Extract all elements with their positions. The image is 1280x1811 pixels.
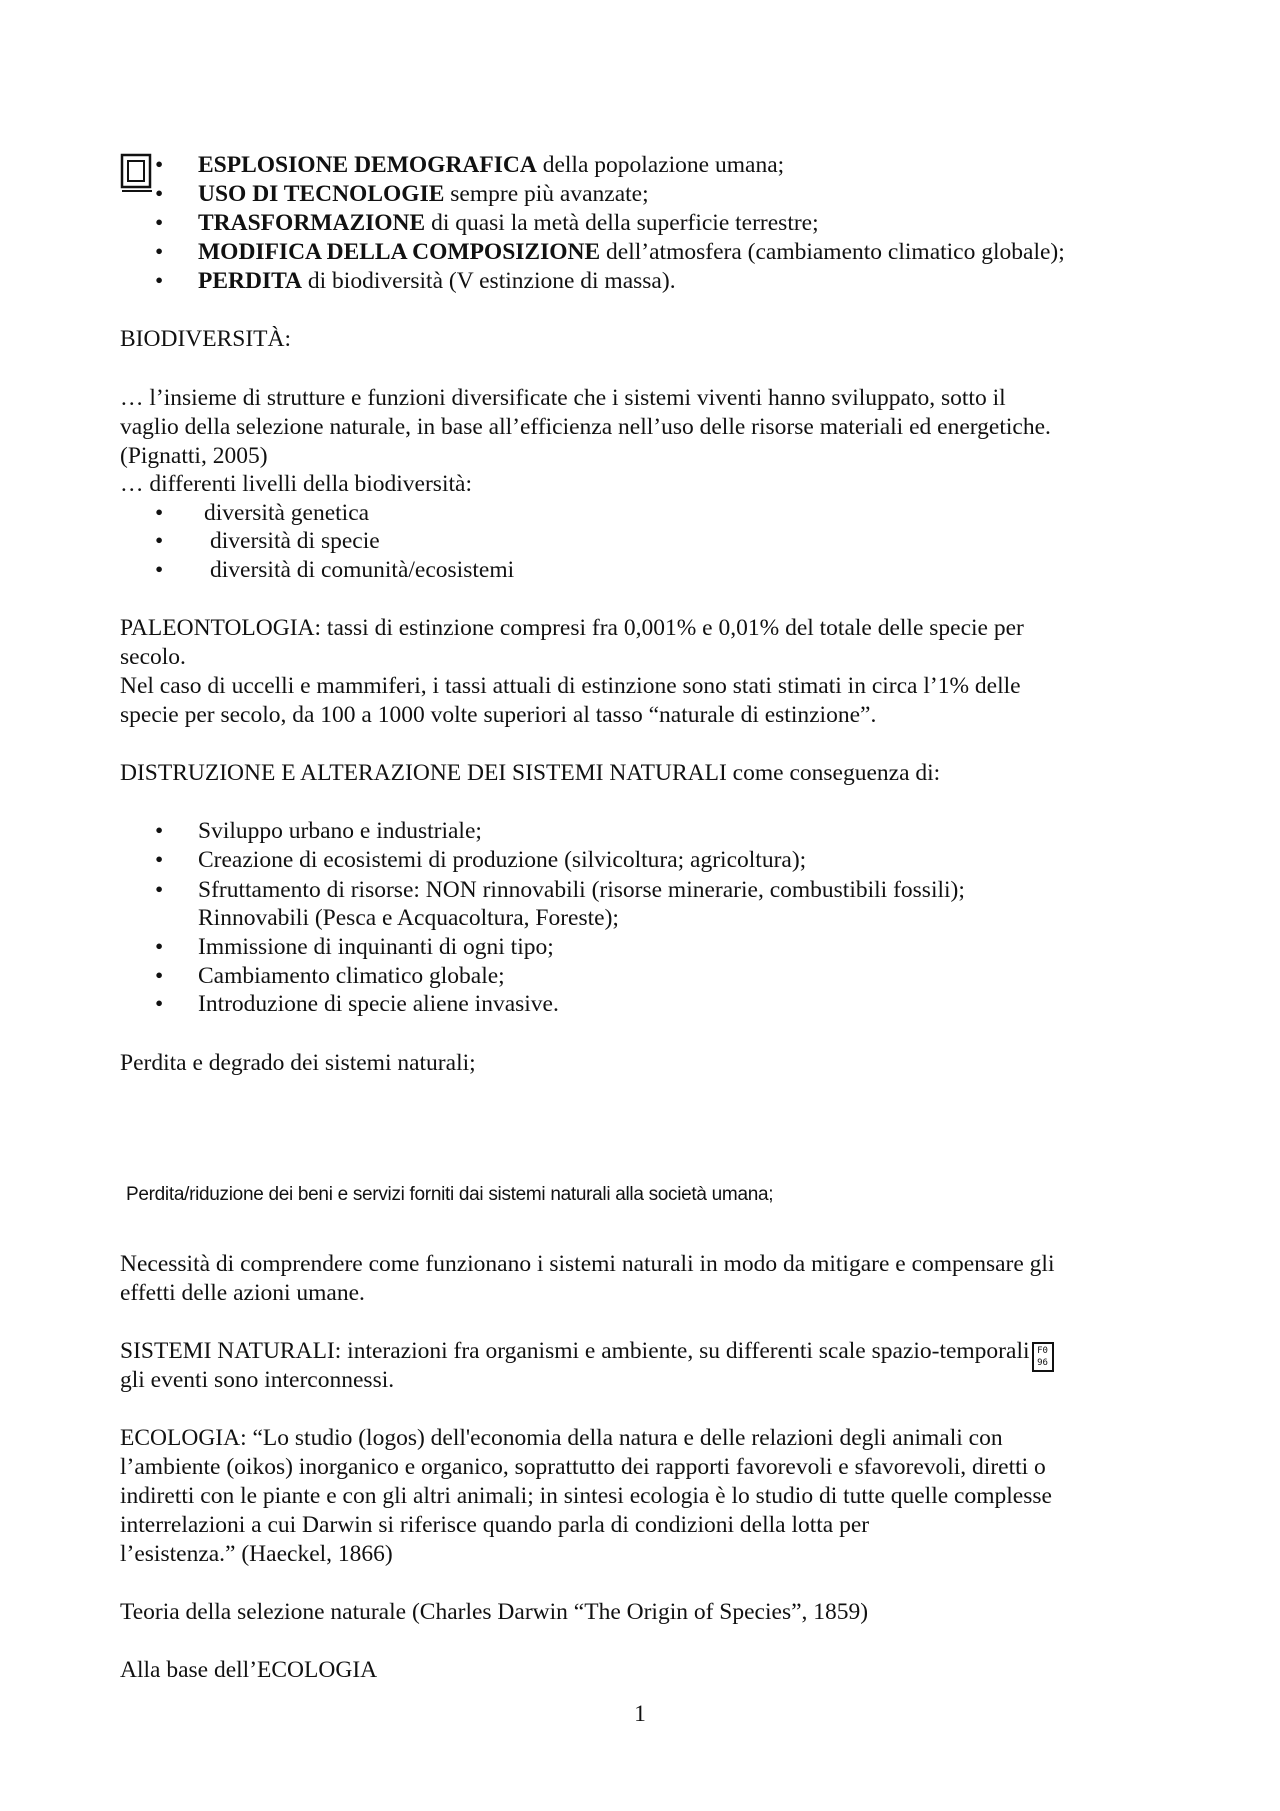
item-text: Creazione di ecosistemi di produzione (silvicoltura; agricoltura); xyxy=(198,847,807,873)
paragraph-line: indiretti con le piante e con gli altri animali; in sintesi ecologia è lo studio di tutte quelle complesse xyxy=(120,1483,1052,1509)
item-text: Sfruttamento di risorse: NON rinnovabili (risorse minerarie, combustibili fossili); xyxy=(198,877,965,903)
bullet-icon: • xyxy=(155,152,164,178)
item-text: diversità genetica xyxy=(204,500,370,526)
item-text: dell’atmosfera (cambiamento climatico globale); xyxy=(600,239,1065,265)
section-heading-distruzione: DISTRUZIONE E ALTERAZIONE DEI SISTEMI NATURALI come conseguenza di: xyxy=(120,760,941,786)
bullet-icon: • xyxy=(155,210,164,236)
item-text: diversità di specie xyxy=(210,528,380,554)
paragraph-line: effetti delle azioni umane. xyxy=(120,1280,365,1306)
bullet-icon: • xyxy=(155,991,164,1017)
glyph-code-bottom: 96 xyxy=(1037,1358,1048,1368)
missing-glyph-icon xyxy=(120,153,154,193)
paragraph-line: interrelazioni a cui Darwin si riferisce quando parla di condizioni della lotta per xyxy=(120,1512,870,1538)
paragraph-line: … differenti livelli della biodiversità: xyxy=(120,471,472,497)
paragraph-line: Teoria della selezione naturale (Charles Darwin “The Origin of Species”, 1859) xyxy=(120,1599,869,1625)
bullet-icon: • xyxy=(155,557,164,583)
item-text: Introduzione di specie aliene invasive. xyxy=(198,991,559,1017)
bold-term: ESPLOSIONE DEMOGRAFICA xyxy=(198,152,537,178)
bullet-icon: • xyxy=(155,818,164,844)
bullet-icon: • xyxy=(155,528,164,554)
paragraph-line: vaglio della selezione naturale, in base all’efficienza nell’uso delle risorse materiali ed energetiche. xyxy=(120,414,1051,440)
paragraph-line: PALEONTOLOGIA: tassi di estinzione compresi fra 0,001% e 0,01% del totale delle specie per xyxy=(120,615,1024,641)
paragraph-line: Perdita/riduzione dei beni e servizi forniti dai sistemi naturali alla società umana; xyxy=(126,1184,774,1205)
bullet-icon: • xyxy=(155,934,164,960)
paragraph-line: … l’insieme di strutture e funzioni diversificate che i sistemi viventi hanno sviluppato, sotto il xyxy=(120,385,1006,411)
item-text: Cambiamento climatico globale; xyxy=(198,963,505,989)
paragraph-line: specie per secolo, da 100 a 1000 volte superiori al tasso “naturale di estinzione”. xyxy=(120,702,877,728)
paragraph-line: Perdita e degrado dei sistemi naturali; xyxy=(120,1050,476,1076)
item-text: Immissione di inquinanti di ogni tipo; xyxy=(198,934,554,960)
paragraph-line: gli eventi sono interconnessi. xyxy=(120,1367,395,1393)
item-text: della popolazione umana; xyxy=(536,152,785,178)
bullet-icon: • xyxy=(155,181,164,207)
item-text: sempre più avanzate; xyxy=(444,181,649,207)
paragraph-line: l’esistenza.” (Haeckel, 1866) xyxy=(120,1541,393,1567)
glyph-code-top: F0 xyxy=(1037,1346,1048,1356)
citation: (Pignatti, 2005) xyxy=(120,443,268,469)
paragraph-line: Nel caso di uccelli e mammiferi, i tassi attuali di estinzione sono stati stimati in circa l’1% delle xyxy=(120,673,1021,699)
paragraph-line: Alla base dell’ECOLOGIA xyxy=(120,1657,378,1683)
bullet-icon: • xyxy=(155,877,164,903)
bold-term: PERDITA xyxy=(198,268,303,294)
paragraph-line: l’ambiente (oikos) inorganico e organico, soprattutto dei rapporti favorevoli e sfavorevoli, diretti o xyxy=(120,1454,1046,1480)
page-number: 1 xyxy=(634,1701,646,1727)
item-text: di biodiversità (V estinzione di massa). xyxy=(302,268,676,294)
section-heading-biodiversita: BIODIVERSITÀ: xyxy=(120,326,292,352)
bullet-icon: • xyxy=(155,268,164,294)
bold-term: MODIFICA DELLA COMPOSIZIONE xyxy=(198,239,601,265)
bullet-icon: • xyxy=(155,239,164,265)
item-text: Sviluppo urbano e industriale; xyxy=(198,818,482,844)
paragraph-line: secolo. xyxy=(120,644,186,670)
bullet-icon: • xyxy=(155,500,164,526)
item-text: Rinnovabili (Pesca e Acquacoltura, Foreste); xyxy=(198,905,619,931)
paragraph-line: Necessità di comprendere come funzionano i sistemi naturali in modo da mitigare e compensare gli xyxy=(120,1251,1055,1277)
sistemi-text: SISTEMI NATURALI: interazioni fra organismi e ambiente, su differenti scale spazio-temporali xyxy=(120,1338,1030,1364)
bullet-icon: • xyxy=(155,963,164,989)
item-text: di quasi la metà della superficie terrestre; xyxy=(425,210,819,236)
bold-term: TRASFORMAZIONE xyxy=(198,210,426,236)
bullet-icon: • xyxy=(155,847,164,873)
missing-glyph-box-icon xyxy=(1032,1342,1054,1372)
paragraph-line: ECOLOGIA: “Lo studio (logos) dell'economia della natura e delle relazioni degli animali con xyxy=(120,1425,1003,1451)
bold-term: USO DI TECNOLOGIE xyxy=(198,181,445,207)
item-text: diversità di comunità/ecosistemi xyxy=(210,557,515,583)
